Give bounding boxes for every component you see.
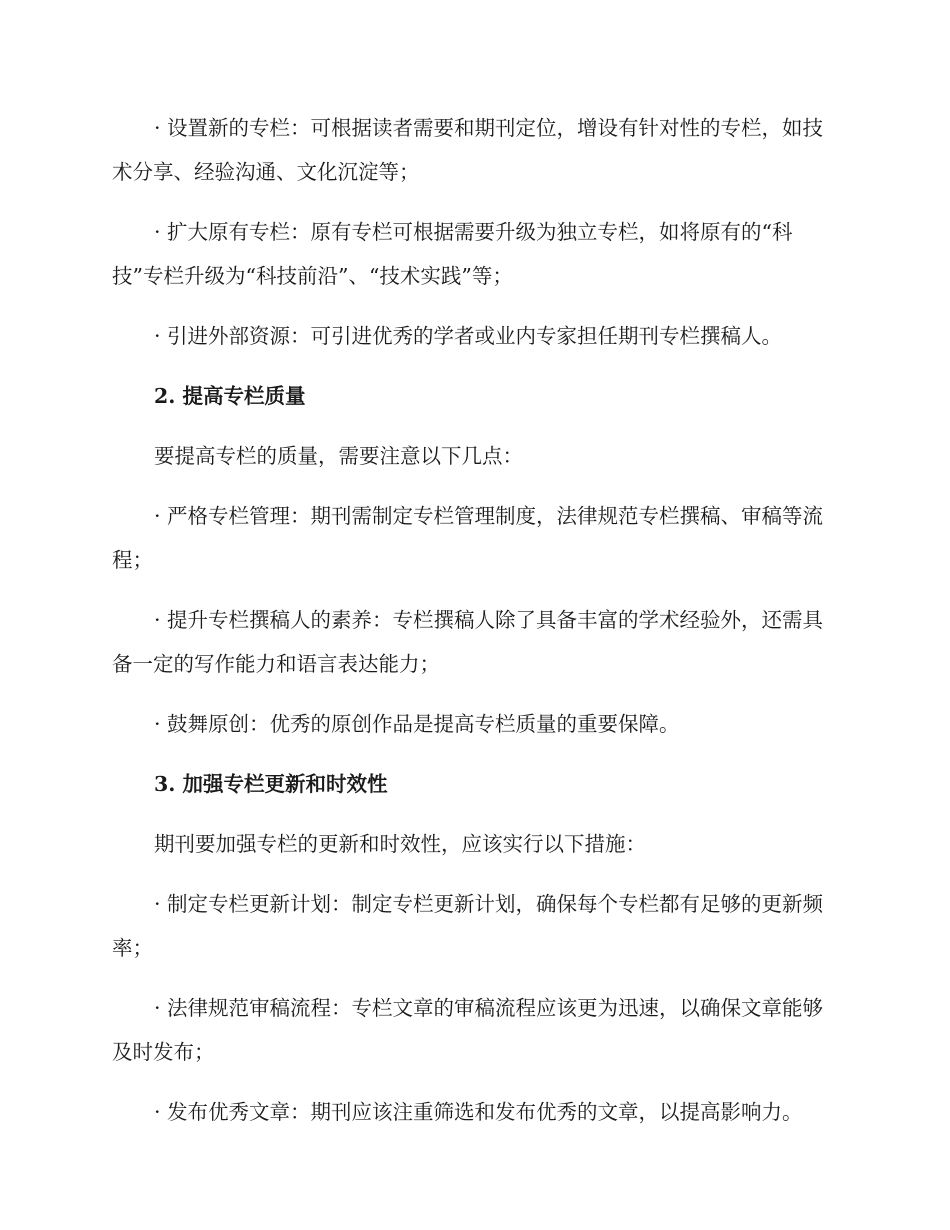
bullet-external-resources: · 引进外部资源：可引进优秀的学者或业内专家担任期刊专栏撰稿人。 bbox=[154, 324, 783, 348]
bullet-review-process: · 法律规范审稿流程：专栏文章的审稿流程应该更为迅速，以确保文章能够及时发布； bbox=[112, 996, 824, 1064]
update-intro: 期刊要加强专栏的更新和时效性，应该实行以下措施： bbox=[154, 832, 646, 856]
quality-intro: 要提高专栏的质量，需要注意以下几点： bbox=[154, 444, 523, 468]
bullet-new-column: · 设置新的专栏：可根据读者需要和期刊定位，增设有针对性的专栏，如技术分享、经验沟通、文化沉淀等； bbox=[112, 116, 824, 184]
bullet-publish-excellent: · 发布优秀文章：期刊应该注重筛选和发布优秀的文章，以提高影响力。 bbox=[154, 1100, 803, 1124]
document-body bbox=[112, 106, 826, 1134]
bullet-update-plan: · 制定专栏更新计划：制定专栏更新计划，确保每个专栏都有足够的更新频率； bbox=[112, 892, 824, 960]
section-heading-update: 3. 加强专栏更新和时效性 bbox=[154, 772, 388, 796]
bullet-expand-column: · 扩大原有专栏：原有专栏可根据需要升级为独立专栏，如将原有的“科技”专栏升级为“科技前沿”、“技术实践”等； bbox=[112, 220, 793, 288]
bullet-encourage-original: · 鼓舞原创：优秀的原创作品是提高专栏质量的重要保障。 bbox=[154, 712, 680, 736]
bullet-writer-quality: · 提升专栏撰稿人的素养：专栏撰稿人除了具备丰富的学术经验外，还需具备一定的写作能力和语言表达能力； bbox=[112, 608, 824, 676]
section-heading-quality: 2. 提高专栏质量 bbox=[154, 384, 306, 408]
bullet-strict-management: · 严格专栏管理：期刊需制定专栏管理制度，法律规范专栏撰稿、审稿等流程； bbox=[112, 504, 824, 572]
